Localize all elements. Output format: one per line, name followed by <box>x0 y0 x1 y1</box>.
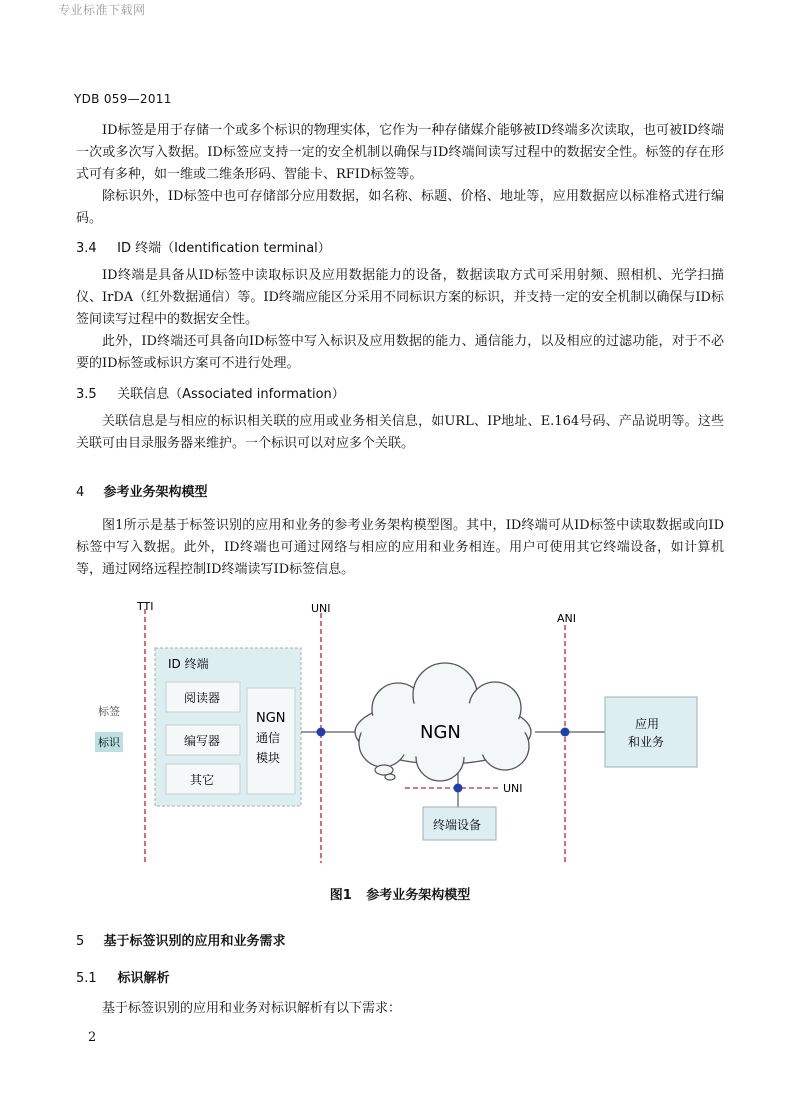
reader-label: 阅读器 <box>184 691 221 705</box>
writer-label: 编写器 <box>184 734 221 748</box>
uni-interface-dot <box>317 728 326 737</box>
ngn-module-line1: NGN <box>256 711 286 726</box>
paragraph: ID标签是用于存储一个或多个标识的物理实体，它作为一种存储媒介能够被ID终端多次读取，也可被ID终端一次或多次写入数据。ID标签应支持一定的安全机制以确保与ID终端间读写过程中的数据安全性。标签的存在形式可有多种，如一维或二维条形码、智能卡、RFID标签等。 <box>76 123 724 182</box>
section-number: 5.1 <box>76 971 97 986</box>
section-3-3-body <box>76 120 724 230</box>
paragraph: 图1所示是基于标签识别的应用和业务的参考业务架构模型图。其中，ID终端可从ID标签中读取数据或向ID标签中写入数据。此外，ID终端也可通过网络与相应的应用和业务相连。用户可使用其它终端设备，如计算机等，通过网络远程控制ID终端读写ID标签信息。 <box>76 518 724 577</box>
section-number: 4 <box>76 485 85 500</box>
section-title: 基于标签识别的应用和业务需求 <box>103 934 286 949</box>
caption-number: 图1 <box>329 888 352 903</box>
section-5-1-body <box>76 998 724 1020</box>
ani-label: ANI <box>557 612 576 625</box>
section-title: 标识解析 <box>117 971 170 986</box>
ngn-module-line3: 模块 <box>256 751 281 765</box>
uni-bottom-label: UNI <box>503 782 523 795</box>
standard-code: YDB 059—2011 <box>74 92 172 106</box>
figure-caption <box>0 884 800 903</box>
page-number: 2 <box>88 1030 97 1045</box>
section-4-heading <box>76 481 208 500</box>
ani-interface-dot <box>561 728 570 737</box>
section-title: 参考业务架构模型 <box>103 485 208 500</box>
section-title: ID 终端（Identification terminal） <box>117 241 331 256</box>
section-3-5-heading <box>76 383 345 402</box>
section-title: 关联信息（Associated information） <box>117 387 345 402</box>
reference-architecture-diagram <box>0 595 800 870</box>
ngn-module-line2: 通信 <box>256 731 281 745</box>
uni-top-label: UNI <box>311 602 331 615</box>
tag-id-label: 标识 <box>98 736 120 749</box>
paragraph: 此外，ID终端还可具备向ID标签中写入标识及应用数据的能力、通信能力，以及相应的过滤功能，对于不必要的ID标签或标识方案可不进行处理。 <box>76 334 724 371</box>
cloud-tail-2 <box>385 774 395 780</box>
section-3-4-body <box>76 265 724 375</box>
app-service-line2: 和业务 <box>628 735 665 749</box>
section-number: 3.4 <box>76 241 97 256</box>
section-number: 5 <box>76 934 85 949</box>
app-service-box <box>605 697 697 767</box>
watermark: 专业标准下载网 <box>58 3 146 17</box>
id-terminal-title: ID 终端 <box>168 657 209 671</box>
terminal-device-label: 终端设备 <box>433 818 482 832</box>
section-3-5-body <box>76 411 724 455</box>
paragraph: 除标识外，ID标签中也可存储部分应用数据，如名称、标题、价格、地址等，应用数据应以标准格式进行编码。 <box>76 189 724 226</box>
ngn-cloud-label: NGN <box>420 722 461 743</box>
paragraph: ID终端是具备从ID标签中读取标识及应用数据能力的设备，数据读取方式可采用射频、照相机、光学扫描仪、IrDA（红外数据通信）等。ID终端应能区分采用不同标识方案的标识，并支持一定的安全机制以确保与ID标签间读写过程中的数据安全性。 <box>76 268 724 327</box>
app-service-line1: 应用 <box>635 717 660 731</box>
tag-label: 标签 <box>98 705 120 718</box>
uni-bottom-interface-dot <box>454 784 463 793</box>
paragraph: 基于标签识别的应用和业务对标识解析有以下需求： <box>102 1001 402 1016</box>
other-label: 其它 <box>190 773 215 787</box>
tti-label: TTI <box>137 600 154 613</box>
section-number: 3.5 <box>76 387 97 402</box>
section-5-heading <box>76 930 286 949</box>
section-3-4-heading <box>76 237 331 256</box>
paragraph: 关联信息是与相应的标识相关联的应用或业务相关信息，如URL、IP地址、E.164号码、产品说明等。这些关联可由目录服务器来维护。一个标识可以对应多个关联。 <box>76 414 724 451</box>
caption-title: 参考业务架构模型 <box>366 888 471 903</box>
section-5-1-heading <box>76 967 170 986</box>
section-4-body <box>76 515 724 581</box>
